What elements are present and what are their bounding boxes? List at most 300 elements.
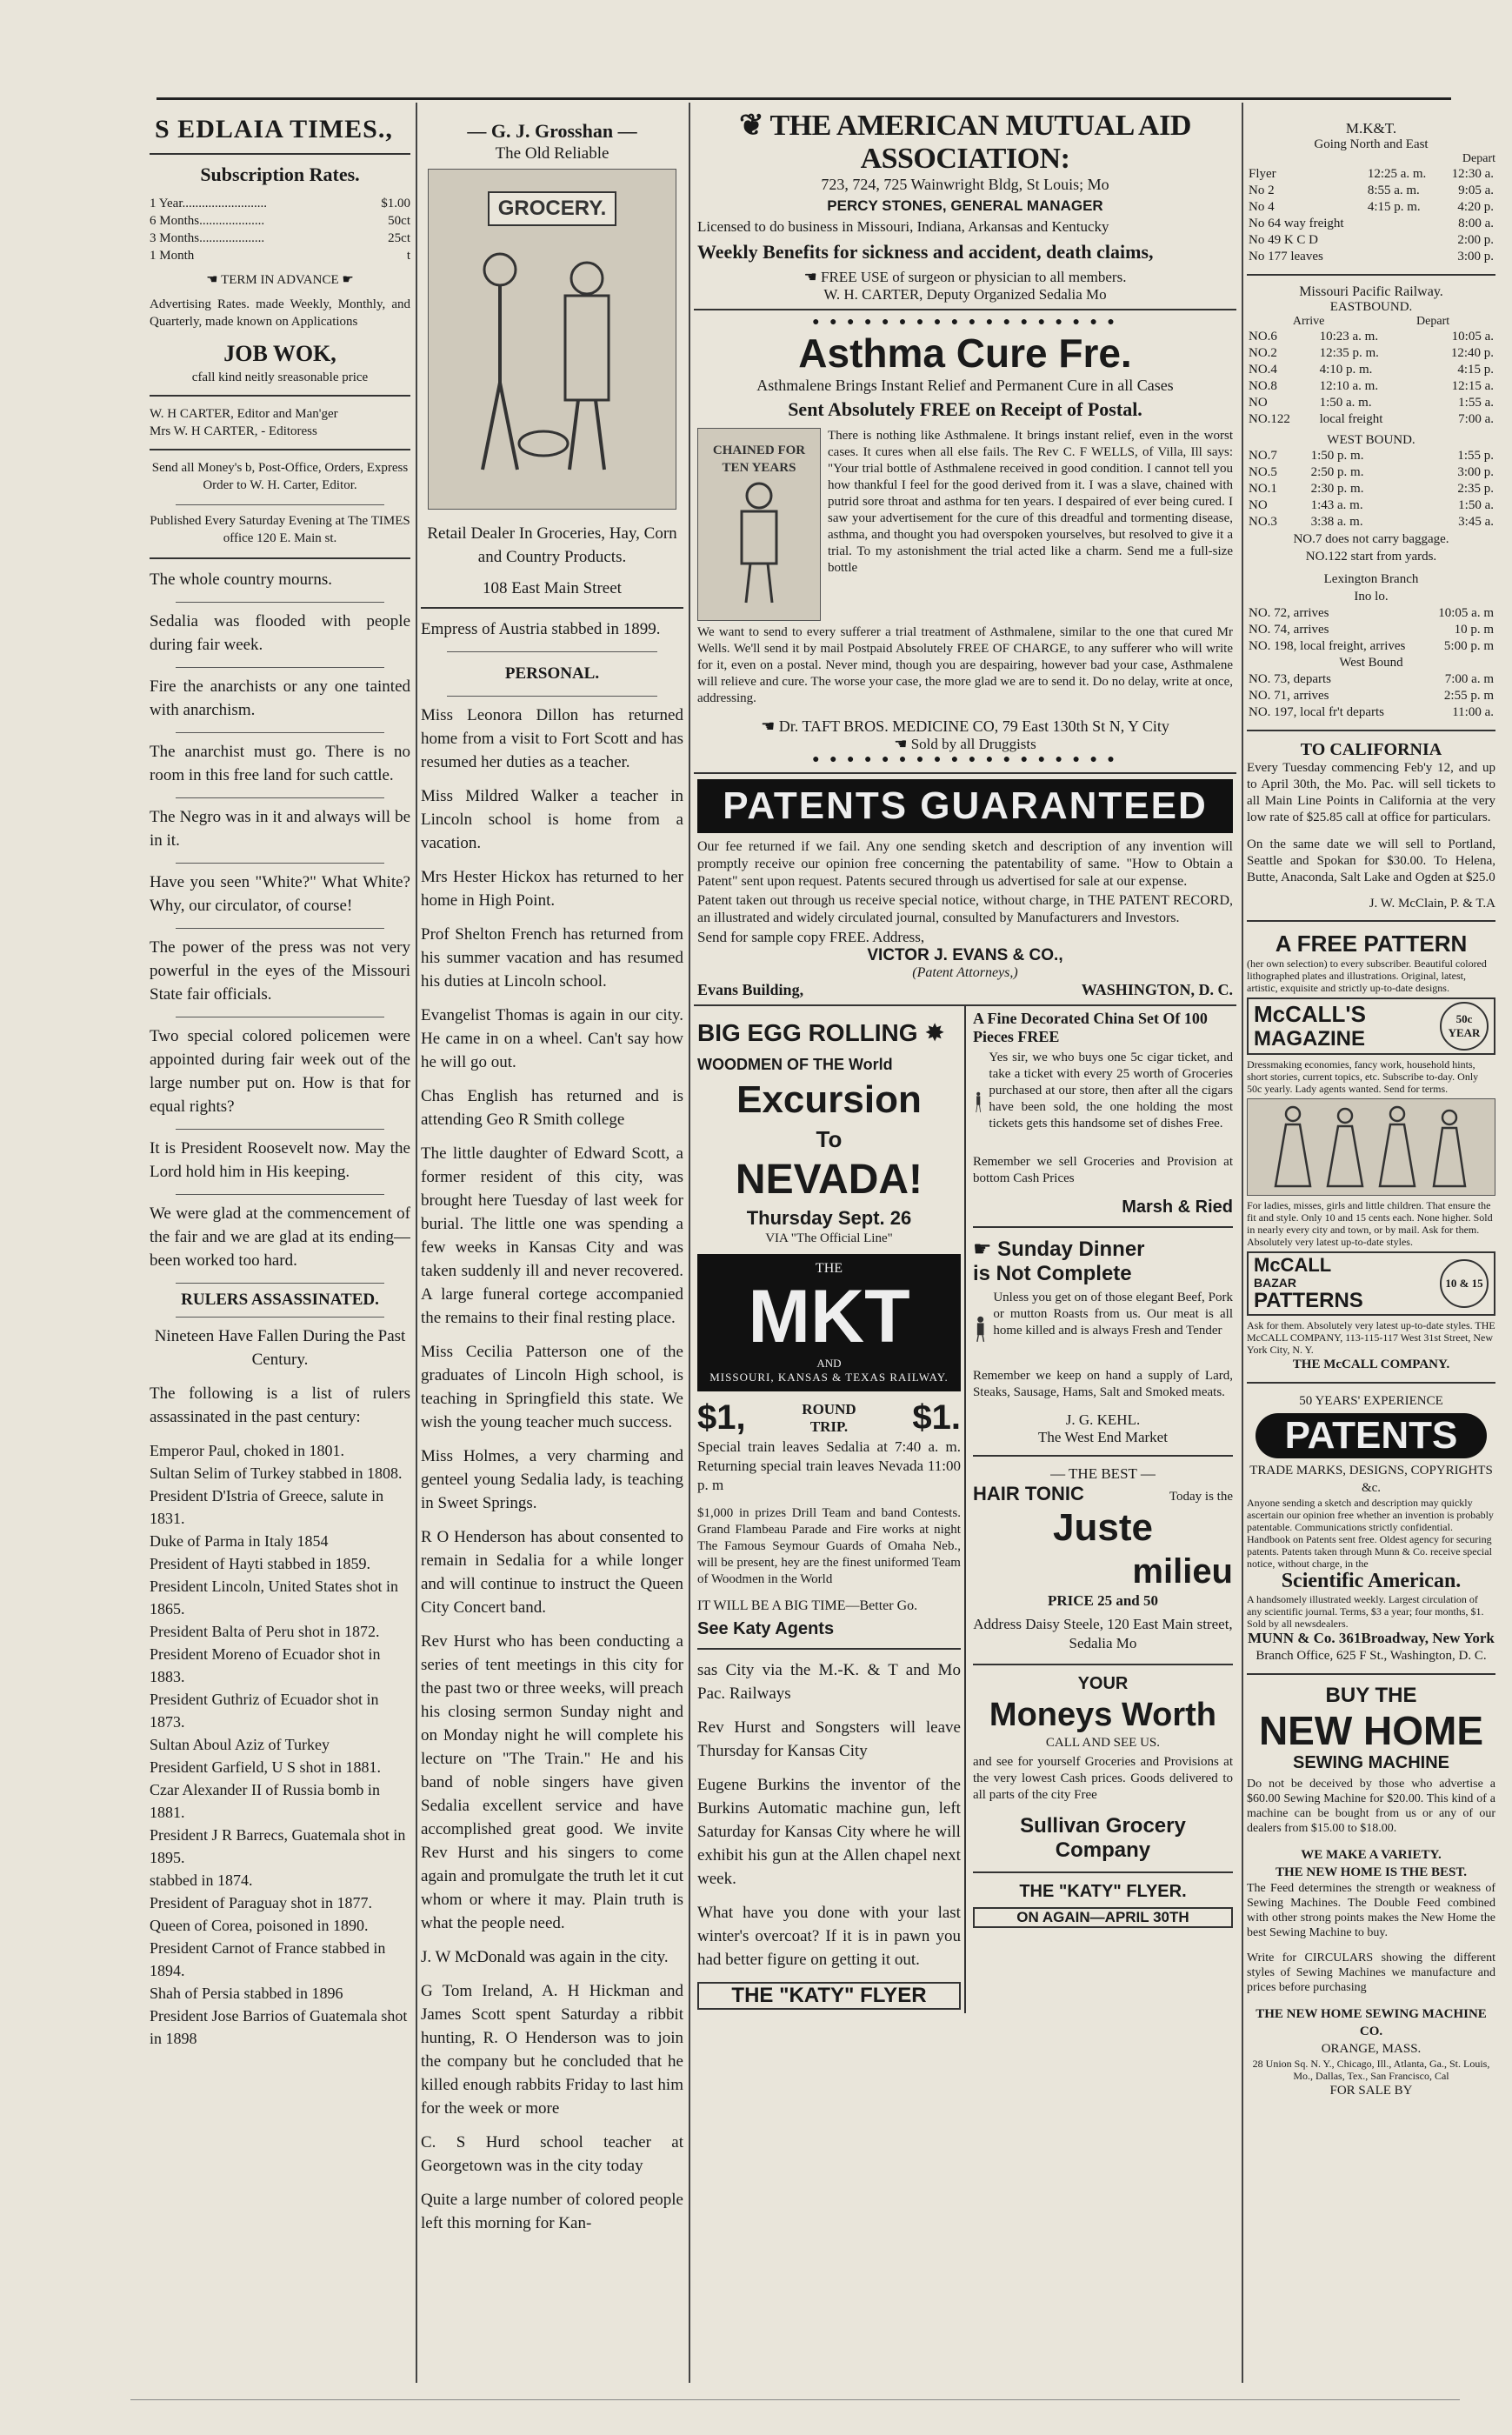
- train-name: NO: [1249, 396, 1268, 410]
- excursion-nevada: NEVADA!: [735, 1157, 923, 1203]
- train-depart: 1:50 a.: [1458, 498, 1494, 512]
- job-heading: JOB WOK,: [223, 341, 336, 366]
- personal-item: Prof Shelton French has returned from his summer vacation and has resumed his duties at Lincoln school.: [421, 925, 683, 991]
- train-depart: 1:55 p.: [1457, 449, 1494, 463]
- train-depart: 3:00 p.: [1457, 250, 1494, 264]
- new-home-logo: NEW HOME: [1258, 1708, 1484, 1753]
- grocer-address: 108 East Main Street: [483, 579, 622, 597]
- timetable-row: [1247, 216, 1495, 232]
- scientific-american: Scientific American.: [1281, 1570, 1462, 1592]
- personal-item: Miss Holmes, a very charming and genteel young Sedalia lady, is teaching in Sweet Springs.: [421, 1447, 683, 1512]
- ruler-item: President Guthriz of Ecuador shot in 1873.: [150, 1691, 379, 1731]
- train-depart: 3:45 a.: [1458, 515, 1494, 529]
- rate-term: 3 Months....................: [150, 231, 265, 245]
- column-5: [1247, 103, 1495, 2383]
- personal-item: R O Henderson has about consented to remain in Sedalia for a while longer and will continue to instruct the Queen City Concert band.: [421, 1528, 683, 1617]
- train-name: NO.5: [1249, 465, 1277, 479]
- train-name: NO. 73, departs: [1249, 672, 1331, 686]
- magazine-word: MAGAZINE: [1254, 1027, 1365, 1051]
- timetable-row: [1247, 464, 1495, 481]
- ruler-item: Sultan Selim of Turkey stabbed in 1808.: [150, 1464, 403, 1482]
- cities-list: 28 Union Sq. N. Y., Chicago, Ill., Atlanta, Ga., St. Louis, Mo., Dallas, Tex., San Francisco, Cal: [1252, 2058, 1490, 2082]
- ruler-item: President Jose Barrios of Guatemala shot in 1898: [150, 2007, 408, 2047]
- katy-flyer-left: THE "KATY" FLYER: [697, 1982, 961, 2010]
- train-name: NO: [1249, 498, 1268, 512]
- sunday-body2: Remember we keep on hand a supply of Lard, Steaks, Sausage, Hams, Salt and Smoked meats.: [972, 1369, 1233, 1399]
- aid-benefits: Weekly Benefits for sickness and accident, death claims,: [697, 241, 1154, 263]
- train-arrive: 3:38 a. m.: [1310, 515, 1363, 529]
- item-divider: [176, 732, 384, 733]
- sciam-small-2: A handsomely illustrated weekly. Largest circulation of any scientific journal. Terms, $3 a year; four months, $1. Sold by all newsdealers.: [1247, 1593, 1484, 1630]
- for-sale-by: FOR SALE BY: [1329, 2084, 1413, 2098]
- timetable-row: [1247, 411, 1495, 428]
- best-label: — THE BEST —: [1050, 1465, 1156, 1482]
- ruler-item: President Lincoln, United States shot in 1865.: [150, 1578, 398, 1618]
- new-home-company: THE NEW HOME SEWING MACHINE CO.: [1256, 2007, 1487, 2038]
- china-body: Yes sir, we who buys one 5c cigar ticket, and take a ticket with every 25 worth of Groceries purchased at our store, then after all the cigars have been sold, the one holding the most tickets gets this handsome set of dishes Free.: [989, 1051, 1233, 1131]
- train-depart: 12:30 a.: [1451, 167, 1494, 181]
- moneys-worth: Moneys Worth: [989, 1697, 1217, 1733]
- hair-price: PRICE 25 and 50: [1047, 1592, 1158, 1609]
- egg-heading: BIG EGG ROLLING ✸: [697, 1019, 945, 1046]
- lexington-heading: Lexington Branch: [1323, 572, 1419, 586]
- timetable-row: [1247, 622, 1495, 638]
- train-name: NO.122: [1249, 412, 1290, 426]
- timetable-row: [1247, 183, 1495, 199]
- train-arrive: 2:50 p. m.: [1310, 465, 1364, 479]
- timetable-row: [1247, 605, 1495, 622]
- sullivan-grocery: Sullivan Grocery Company: [1020, 1814, 1186, 1862]
- milieu-word: milieu: [1132, 1552, 1233, 1591]
- news-item: The whole country mourns.: [150, 570, 333, 589]
- magazine-small: Dressmaking economies, fancy work, household hints, short stories, current topics, etc. Subscribe to-day. Only 50c yearly. Lady agents wanted. Send for terms.: [1247, 1058, 1479, 1095]
- price-right: $1.: [912, 1398, 961, 1437]
- bazar-mccall: McCALL: [1254, 1254, 1332, 1276]
- item-divider: [176, 928, 384, 929]
- bazar-patterns-logo: [1247, 1251, 1495, 1316]
- train-depart: 12:40 p.: [1450, 346, 1494, 360]
- rate-term: 6 Months....................: [150, 214, 265, 228]
- excursion-ad: [694, 1006, 966, 2013]
- rate-price: 25ct: [388, 231, 410, 245]
- train-arrive: 1:43 a. m.: [1310, 498, 1363, 512]
- grocer-tagline: The Old Reliable: [495, 144, 609, 163]
- excursion-via: VIA "The Official Line": [765, 1231, 893, 1245]
- waiter-figure-icon: [973, 1050, 983, 1154]
- train-depart: 10:05 a.: [1451, 330, 1494, 344]
- rate-price: 50ct: [388, 214, 410, 228]
- mccalls-magazine-logo: [1247, 997, 1495, 1055]
- rulers-subheading: Nineteen Have Fallen During the Past Century.: [154, 1327, 406, 1369]
- train-name: NO.2: [1249, 346, 1277, 360]
- years-experience: 50 YEARS' EXPERIENCE: [1299, 1394, 1443, 1408]
- train-time: 11:00 a.: [1452, 705, 1494, 719]
- call-see: CALL AND SEE US.: [1045, 1736, 1161, 1750]
- timetable-row: [1247, 704, 1495, 721]
- news-item: The anarchist must go. There is no room in this free land for such cattle.: [150, 743, 410, 784]
- train-arrive: 4:15 p. m.: [1367, 200, 1421, 214]
- item-divider: [176, 667, 384, 668]
- asthma-subtitle: Asthmalene Brings Instant Relief and Permanent Cure in all Cases: [756, 377, 1174, 394]
- trade-marks: TRADE MARKS, DESIGNS, COPYRIGHTS &c.: [1249, 1464, 1493, 1495]
- train-depart: 4:20 p.: [1457, 200, 1494, 214]
- timetable-row: [1247, 448, 1495, 464]
- rate-price: $1.00: [381, 197, 410, 210]
- train-time: 7:00 a. m: [1444, 672, 1494, 686]
- personal-item: Miss Leonora Dillon has returned home from a visit to Fort Scott and has resumed her duties as a teacher.: [421, 706, 683, 771]
- shopkeeper-figures-icon: [448, 226, 656, 487]
- katy-agents: See Katy Agents: [697, 1619, 835, 1638]
- ruler-item: President Balta of Peru shot in 1872.: [150, 1623, 380, 1640]
- pattern-heading: A FREE PATTERN: [1275, 931, 1468, 957]
- no7-note: NO.7 does not carry baggage.: [1293, 532, 1449, 546]
- westbound-heading: WEST BOUND.: [1327, 433, 1415, 447]
- aid-free-use: ☚ FREE USE of surgeon or physician to all members.: [803, 269, 1127, 285]
- katy-continued: sas City via the M.-K. & T and Mo Pac. Railways: [697, 1661, 961, 1703]
- personal-item: Rev Hurst who has been conducting a series of tent meetings in this city for the past two or three weeks, will preach his closing sermon Sunday night and on Monday night he will complete his lecture on "The Train." He and his band of noble singers have given Sedalia excellent service and have accomplished great good. We invite Rev Hurst and his singers to come again and promulgate the truth let it cut whom or where it may. Plain truth is what the people need.: [421, 1632, 683, 1932]
- rate-term: 1 Year..........................: [150, 197, 268, 210]
- timetable-row: [1247, 671, 1495, 688]
- patents-body: Our fee returned if we fail. Any one sending sketch and description of any invention will promptly receive our opinion free concerning the patentability of same. "How to Obtain a Patent" sent upon request. Patents secured through us advertised for sale at our expense.: [697, 839, 1233, 889]
- timetable-row: [1247, 249, 1495, 265]
- news-item: Sedalia was flooded with people during fair week.: [150, 612, 410, 654]
- timetable-row: [1247, 514, 1495, 530]
- train-arrive: 2:30 p. m.: [1310, 482, 1364, 496]
- news-item: We were glad at the commencement of the fair and we are glad at its ending—been worked too hard.: [150, 1204, 410, 1270]
- mkt-depart-label: Depart: [1462, 152, 1495, 165]
- train-name: NO. 71, arrives: [1249, 689, 1329, 703]
- westbound-table: [1247, 448, 1495, 530]
- rate-row: [150, 212, 410, 230]
- china-remember: Remember we sell Groceries and Provision at bottom Cash Prices: [972, 1155, 1233, 1185]
- overcoat-item: What have you done with your last winter's overcoat? If it is in pawn you had better figure on getting it out.: [697, 1904, 961, 1969]
- news-item: Fire the anarchists or any one tainted with anarchism.: [150, 677, 410, 719]
- steele-address: Address Daisy Steele, 120 East Main street, Sedalia Mo: [973, 1616, 1233, 1651]
- train-arrive: [1366, 216, 1441, 232]
- depart-label: Depart: [1416, 315, 1450, 328]
- magazine-price-badge: 50c YEAR: [1440, 1002, 1489, 1051]
- timetable-row: [1247, 497, 1495, 514]
- train-name: NO.6: [1249, 330, 1277, 344]
- train-arrive: 1:50 a. m.: [1319, 396, 1372, 410]
- train-arrive: 4:10 p. m.: [1319, 363, 1373, 377]
- bazar-price-badge: 10 & 15: [1440, 1259, 1489, 1308]
- aid-address: 723, 724, 725 Wainwright Bldg, St Louis; Mo: [821, 176, 1109, 193]
- aid-title: ❦ THE AMERICAN MUTUAL AID ASSOCIATION:: [739, 110, 1191, 175]
- ruler-item: Shah of Persia stabbed in 1896: [150, 1985, 343, 2002]
- news-item: The Negro was in it and always will be in it.: [150, 808, 410, 850]
- train-depart: 2:35 p.: [1457, 482, 1494, 496]
- patents-body2: Patent taken out through us receive special notice, without charge, in THE PATENT RECORD, an illustrated and widely circulated journal, consulted by Manufacturers and Investors.: [697, 893, 1233, 925]
- asthma-title: Asthma Cure Fre.: [798, 330, 1132, 376]
- chained-man-illustration: [697, 428, 821, 621]
- butcher-figure-icon: [973, 1290, 988, 1368]
- train-depart: 9:05 a.: [1458, 183, 1494, 197]
- personal-item: Chas English has returned and is attending Geo R Smith college: [421, 1087, 683, 1129]
- train-arrive: 1:50 p. m.: [1310, 449, 1364, 463]
- timetable-row: [1247, 329, 1495, 345]
- item-divider: [176, 1194, 384, 1195]
- train-arrive: 12:35 p. m.: [1319, 346, 1379, 360]
- california-heading: TO CALIFORNIA: [1300, 740, 1442, 759]
- patents-building: Evans Building,: [697, 981, 804, 998]
- eastbound-table: [1247, 329, 1495, 428]
- sunday-heading-2: is Not Complete: [972, 1262, 1132, 1285]
- ruler-item: Queen of Corea, poisoned in 1890.: [150, 1917, 369, 1934]
- we-make-variety: WE MAKE A VARIETY.: [1301, 1848, 1442, 1862]
- personal-item: Miss Mildred Walker a teacher in Lincoln school is home from a vacation.: [421, 787, 683, 852]
- california-signature: J. W. McClain, P. & T.A: [1369, 897, 1495, 911]
- train-arrive: 8:55 a. m.: [1367, 183, 1420, 197]
- news-item: Two special colored policemen were appointed during fair week out of the large number put on. How is that for equal rights?: [150, 1027, 410, 1116]
- california-body: Every Tuesday commencing Feb'y 12, and up to April 30th, the Mo. Pac. will sell tickets to all Main Line Points in California at the very low rate of $25.85 call at office for particulars.: [1247, 761, 1495, 824]
- grocer-description: Retail Dealer In Groceries, Hay, Corn and Country Products.: [427, 524, 677, 566]
- mkt-logo-railway: MISSOURI, KANSAS & TEXAS RAILWAY.: [709, 1371, 949, 1384]
- personal-item: Quite a large number of colored people left this morning for Kan-: [421, 2191, 683, 2232]
- grocer-name: — G. J. Grosshan —: [467, 120, 637, 142]
- train-name: Flyer: [1249, 167, 1276, 181]
- grocery-body: and see for yourself Groceries and Provisions at the very lowest Cash prices. Goods delivered to all parts of the city Free: [972, 1755, 1233, 1802]
- rulers-list: [150, 1439, 410, 2050]
- subscription-heading: Subscription Rates.: [200, 163, 360, 185]
- prizes: $1,000 in prizes Drill Team and band Contests. Grand Flambeau Parade and Fire works at night The Famous Seymour Guards of Omaha Neb., will be present, hey are the finest uniformed Team of Woodmen in the World: [697, 1506, 961, 1586]
- timetable-row: [1247, 395, 1495, 411]
- rulers-heading: RULERS ASSASSINATED.: [181, 1291, 379, 1309]
- ruler-item: Duke of Parma in Italy 1854: [150, 1532, 329, 1550]
- woodmen-line: WOODMEN OF THE World: [697, 1056, 893, 1073]
- ladies-small: For ladies, misses, girls and little children. That ensure the fit and style. Only 10 and 15 cents each. None higher. Sold in nearly every city and town, or by mail. Ask for them. Absolutely very latest up-to-date styles.: [1247, 1199, 1493, 1248]
- excursion-title: Excursion: [736, 1078, 922, 1121]
- editor-line: W. H CARTER, Editor and Man'ger: [150, 407, 338, 421]
- timetable-row: [1247, 378, 1495, 395]
- timetable-row: [1247, 345, 1495, 362]
- ruler-item: Emperor Paul, choked in 1801.: [150, 1442, 344, 1459]
- on-again: ON AGAIN—APRIL 30TH: [973, 1907, 1233, 1928]
- personal-items: [421, 704, 683, 2235]
- burkins-item: Eugene Burkins the inventor of the Burkins Automatic machine gun, left Saturday for Kansas City where he will exhibit his gun at the Allen chapel next week.: [697, 1776, 961, 1888]
- train-depart: 4:15 p.: [1457, 363, 1494, 377]
- train-name: NO.8: [1249, 379, 1277, 393]
- california-body2: On the same date we will sell to Portland, Seattle and Spokan for $30.00. To Helena, Butte, Anaconda, Salt Lake and Ogden at $25.0: [1247, 837, 1495, 884]
- train-time: 2:55 p. m: [1443, 689, 1494, 703]
- empress-item: Empress of Austria stabbed in 1899.: [421, 620, 661, 638]
- train-name: No 4: [1249, 200, 1275, 214]
- juste-word: Juste: [1053, 1506, 1153, 1549]
- item-divider: [176, 797, 384, 798]
- column-1: [150, 103, 410, 2383]
- ruler-item: President Garfield, U S shot in 1881.: [150, 1758, 381, 1776]
- term-advance: ☚ TERM IN ADVANCE ☛: [206, 273, 354, 287]
- mkt-going: Going North and East: [1314, 137, 1429, 151]
- rates-list: [150, 195, 410, 264]
- china-heading: A Fine Decorated China Set Of 100 Pieces FREE: [972, 1010, 1208, 1045]
- timetable-row: [1247, 481, 1495, 497]
- job-text: cfall kind neitly sreasonable price: [191, 370, 369, 384]
- sunday-body: Unless you get on of those elegant Beef, Pork or mutton Roasts from us. Our meat is all home killed and is always Fresh and Tender: [993, 1291, 1233, 1338]
- rate-price: t: [406, 249, 410, 263]
- patents-sample: Send for sample copy FREE. Address,: [697, 929, 925, 945]
- west-bound-label: West Bound: [1339, 656, 1403, 670]
- timetable-row: [1247, 362, 1495, 378]
- train-name: NO. 74, arrives: [1249, 623, 1329, 637]
- timetable-row: [1247, 638, 1495, 655]
- item-divider: [176, 1129, 384, 1130]
- bazar-word: BAZAR: [1254, 1276, 1296, 1290]
- news-items: [150, 568, 410, 1284]
- train-arrive: local freight: [1319, 412, 1383, 426]
- round-trip: ROUND TRIP.: [802, 1400, 856, 1435]
- editoress-line: Mrs W. H CARTER, - Editoress: [150, 424, 317, 438]
- circulars-text: Write for CIRCULARS showing the different styles of Sewing Machines we manufacture and prices before purchasing: [1247, 1951, 1495, 1994]
- mccalls-word: McCALL'S: [1254, 1001, 1366, 1027]
- patents-attorneys: (Patent Attorneys,): [912, 965, 1018, 980]
- patents-big-logo: PATENTS: [1256, 1413, 1487, 1458]
- news-item: Have you seen "White?" What White? Why, our circulator, of course!: [150, 873, 410, 915]
- personal-item: Evangelist Thomas is again in our city. He came in on a wheel. Can't say how he will go out.: [421, 1006, 683, 1071]
- lexington-table: [1247, 605, 1495, 721]
- timetable-row: [1247, 232, 1495, 249]
- patterns-word: PATTERNS: [1254, 1289, 1363, 1312]
- special-train: Special train leaves Sedalia at 7:40 a. m. Returning special train leaves Nevada 11:00 p. m: [697, 1438, 961, 1493]
- column-rule: [689, 103, 690, 2383]
- published-note: Published Every Saturday Evening at The TIMES office 120 E. Main st.: [150, 514, 410, 545]
- train-arrive: 12:25 a. m.: [1367, 167, 1427, 181]
- orange-mass: ORANGE, MASS.: [1321, 2042, 1422, 2056]
- rate-row: [150, 247, 410, 264]
- mopac-heading: Missouri Pacific Railway.: [1299, 284, 1443, 299]
- today-is: Today is the: [1169, 1490, 1233, 1504]
- train-name: NO. 72, arrives: [1249, 606, 1329, 620]
- send-money: Send all Money's b, Post-Office, Orders, Express Order to W. H. Carter, Editor.: [151, 461, 409, 492]
- train-time: 10:05 a. m: [1438, 606, 1494, 620]
- asthma-sold: ☚ Sold by all Druggists: [894, 736, 1036, 752]
- mkt-table: [1247, 166, 1495, 265]
- train-name: No 64 way freight: [1249, 217, 1344, 230]
- ruler-item: President D'Istria of Greece, salute in 1831.: [150, 1487, 384, 1527]
- rulers-intro: The following is a list of rulers assassinated in the past century:: [150, 1384, 410, 1426]
- mkt-heading: M.K&T.: [1345, 120, 1397, 137]
- train-depart: 7:00 a.: [1458, 412, 1494, 426]
- excursion-to: To: [816, 1126, 843, 1152]
- rate-row: [150, 230, 410, 247]
- ladies-figures-icon: [1267, 1104, 1475, 1191]
- your-label: YOUR: [1077, 1674, 1129, 1693]
- excursion-date: Thursday Sept. 26: [746, 1207, 912, 1229]
- train-name: NO. 197, local fr't departs: [1249, 705, 1384, 719]
- train-arrive: [1366, 249, 1441, 265]
- news-item: The power of the press was not very powerful in the eyes of the Missouri State fair officials.: [150, 938, 410, 1004]
- sewing-body: Do not be deceived by those who advertise a $60.00 Sewing Machine for $20.00. This kind of a machine can be bought from us or any of our dealers from $15.00 to $18.00.: [1247, 1778, 1495, 1835]
- train-name: NO. 198, local freight, arrives: [1249, 639, 1406, 653]
- patents-title: PATENTS GUARANTEED: [697, 779, 1233, 833]
- fashion-figures-illustration: [1247, 1098, 1495, 1196]
- ruler-item: President Moreno of Ecuador shot in 1883.: [150, 1645, 381, 1685]
- pattern-small: (her own selection) to every subscriber. Beautiful colored lithographed plates and illustrations. Original, latest, artistic, exquisite and strictly up-to-date designs.: [1247, 957, 1487, 994]
- chained-figure-icon: [720, 477, 798, 607]
- big-time: IT WILL BE A BIG TIME—Better Go.: [697, 1598, 918, 1613]
- column-rule: [1242, 103, 1243, 2383]
- eastbound-heading: EASTBOUND.: [1329, 300, 1413, 314]
- train-arrive: 10:23 a. m.: [1319, 330, 1379, 344]
- hurst-item: Rev Hurst and Songsters will leave Thursday for Kansas City: [697, 1718, 961, 1760]
- ruler-item: Czar Alexander II of Russia bomb in 1881.: [150, 1781, 380, 1821]
- hair-tonic: HAIR TONIC: [972, 1483, 1084, 1504]
- rate-term: 1 Month: [150, 249, 195, 263]
- feed-text: The Feed determines the strength or weakness of Sewing Machines. The Double Feed combined with other strong points makes the New Home the best Sewing Machine to buy.: [1247, 1882, 1495, 1939]
- west-end-market: The West End Market: [1038, 1429, 1168, 1445]
- train-name: NO.3: [1249, 515, 1277, 529]
- column-2: [421, 103, 683, 2383]
- ruler-item: Sultan Aboul Aziz of Turkey: [150, 1736, 330, 1753]
- ruler-item: President J R Barrecs, Guatemala shot in 1895.: [150, 1826, 406, 1866]
- train-depart: 12:15 a.: [1451, 379, 1494, 393]
- train-name: NO.7: [1249, 449, 1277, 463]
- new-home-best: THE NEW HOME IS THE BEST.: [1275, 1865, 1468, 1879]
- item-divider: [176, 602, 384, 603]
- train-name: No 2: [1249, 183, 1275, 197]
- train-depart: 8:00 a.: [1458, 217, 1494, 230]
- personal-item: G Tom Ireland, A. H Hickman and James Scott spent Saturday a ribbit hunting, R. O Henderson was to join the company but he concluded that he killed enough rabbits Friday to last him for the week or more: [421, 1982, 683, 2118]
- munn-co: MUNN & Co. 361Broadway, New York: [1248, 1630, 1495, 1646]
- train-depart: 3:00 p.: [1457, 465, 1494, 479]
- asthma-body2: We want to send to every sufferer a trial treatment of Asthmalene, similar to the one that cured Mr Wells. We'll send it by mail Postpaid Absolutely FREE OF CHARGE, to any sufferer who will write for it, even on a postal. Never mind, though you are despairing, however bad your case, Asthmalene will relieve and cure. The worse your case, the more glad we are to send it. Do no delay, write at once, addressing.: [697, 625, 1233, 705]
- mccall-company: THE McCALL COMPANY.: [1292, 1358, 1450, 1371]
- chained-caption: CHAINED FOR TEN YEARS: [712, 444, 806, 475]
- ruler-item: President of Paraguay shot in 1877.: [150, 1894, 372, 1911]
- train-time: 10 p. m: [1454, 623, 1494, 637]
- column-3: ❦ THE AMERICAN MUTUAL AID ASSOCIATION: 723, 724, 725 Wainwright Bldg, St Louis; Mo PERCY STONES, GENERAL MANAGER Licensed to do business in Missouri, Indiana, Arkansas and Kentucky Weekly Benefits for sickness and accident, death claims, ☚ FREE USE of surgeon or physician to all members. W. H. CARTER, Deputy Organized Sedalia Mo ● ● ● ● ● ● ● ● ● ● ● ● ● ● ● ● ● ● Asthma Cure Fre. Asthmalene Brings Instant Relief and Permanent Cure in all Cases Sent Absolutely FREE on Receipt of Postal. CHAINED FOR TEN YEARS There is nothing like Asthmalene. It brings instant relief, even in the worst cases. It cures when all else fails. The Rev C. F WELLS, of Villa, Ill says: "Your trial bottle of Asthmalene received in good condition. I cannot tell you how thankful I feel for the good derived from it. I was a slave, chained with putrid sore throat and asthma for ten years. I despaired of ever being cured. I saw your advertisement for the cure of this dreadful and tormenting disease, asthma, and thought you had overspoken yourselves, but resolved to give it a trial. To my astonishment the trial acted like a charm. Send me a full-size bottle We want to send to every sufferer a trial treatment of Asthmalene, similar to the one that cured Mr Wells. We'll send it by mail Postpaid Absolutely FREE OF CHARGE, to any sufferer who will write for it, even on a postal. Never mind, though you are despairing, however bad your case, Asthmalene will relieve and cure. The worse your case, the more glad we are to send it. Do no delay, write at once, addressing. ☚ Dr. TAFT BROS. MEDICINE CO, 79 East 130th St N, Y City ☚ Sold by all Druggists ● ● ● ● ● ● ● ● ● ● ● ● ● ● ● ● ● ● PATENTS GUARANTEED Our fee returned if we fail. Any one sending sketch and description of any invention will promptly receive our opinion free concerning the patentability of same. "How to Obtain a Patent" sent upon request. Patents secured through us advertised for sale at our expense. Patent taken out through us receive special notice, without charge, in THE PATENT RECORD, an illustrated and widely circulated journal, consulted by Manufacturers and Investors. Send for sample copy FREE. Address, VICTOR J. EVANS & CO., (Patent Attorneys,) Evans Building, WASHINGTON, D. C. BIG EGG ROLLING ✸ WOODMEN OF THE World Excursion To NEVADA! Thursday Sept. 26 VIA "The Official Line" THE MKT AND MISSOURI, KANSAS & TEXAS RAILWAY. $1, ROUND TRIP. $1. Special train leaves Sedalia at 7:40 a. m. Returning special train leaves Nevada 11:00 p. m $1,000 in prizes Drill Team and band Contests. Grand Flambeau Parade and Fire works at night The Famous Seymour Guards of Omaha Neb., will be present, hey are the finest uniformed Team of Woodmen in the World IT WILL BE A BIG TIME—Better Go. See Katy Agents sas City via the M.-K. & T and Mo Pac. Railways Rev Hurst and Songsters will leave Thursday for Kansas City Eugene Burkins the inventor of the Burkins Automatic machine gun, left Saturday for Kansas City where he will exhibit his gun at the Allen chapel next week. What have you done with your last winter's overcoat? If it is in pawn you had better figure on getting it out. THE "KATY" FLYER A Fine Decorated China Set Of 100 Pieces FREE Yes sir, we who buys one 5c cigar ticket, and take a ticket with every 25 worth of Groceries purchased at our store, then after all the cigars have been sold, the one holding the most tickets gets this handsome set of dishes Free. Remember we sell Groceries and Provision at bottom Cash Prices Marsh & Ried ☛ Sunday Dinner is Not Complete Unless you get on of those elegant Beef, Pork or mutton Roasts from us. Our meat is all home killed and is always Fresh and Tender Remember we keep on hand a supply of Lard, Steaks, Sausage, Hams, Salt and Smoked meats. J. G. KEHL. The West End Market — THE BEST — HAIR TONIC Today is the Juste milieu PRICE 25 and 50 Address Daisy Steele, 120 East Main street, Sedalia Mo YOUR Moneys Worth CALL AND SEE US. and see for yourself Groceries and Provisions at the very lowest Cash prices. Goods delivered to all parts of the city Free Sullivan Grocery Company THE "KATY" FLYER. ON AGAIN—APRIL 30TH: [694, 103, 1236, 2383]
- asthma-body: There is nothing like Asthmalene. It brings instant relief, even in the worst cases. It cures when all else fails. The Rev C. F WELLS, of Villa, Ill says: "Your trial bottle of Asthmalene received in good condition. I cannot tell you how thankful I feel for the good derived from it. I was a slave, chained with putrid sore throat and asthma for ten years. I despaired of ever being cured. I saw your advertisement for the cure of this dreadful and tormenting disease, asthma, and thought you had overspoken yourselves, but resolved to give it a trial. To my astonishment the trial acted like a charm. Send me a full-size bottle: [828, 429, 1233, 575]
- personal-item: Miss Cecilia Patterson one of the graduates of Lincoln High school, is teaching in Springfield this state. We wish the young teacher much success.: [421, 1343, 683, 1431]
- asthma-free: Sent Absolutely FREE on Receipt of Postal.: [788, 398, 1142, 420]
- mkt-logo-and: AND: [816, 1357, 842, 1370]
- patents-city: WASHINGTON, D. C.: [1081, 981, 1233, 998]
- masthead-title: S EDLAIA TIMES.,: [155, 115, 393, 143]
- grocery-sign: GROCERY.: [488, 191, 616, 226]
- advertising-rates: Advertising Rates. made Weekly, Monthly, and Quarterly, made known on Applications: [150, 297, 410, 329]
- personal-item: J. W McDonald was again in the city.: [421, 1948, 669, 1966]
- grocery-illustration: [428, 169, 676, 510]
- china-firm: Marsh & Ried: [1122, 1197, 1233, 1217]
- asthma-address: ☚ Dr. TAFT BROS. MEDICINE CO, 79 East 130th St N, Y City: [761, 717, 1169, 735]
- train-name: NO.4: [1249, 363, 1277, 377]
- aid-manager: PERCY STONES, GENERAL MANAGER: [827, 197, 1103, 214]
- personal-item: Mrs Hester Hickox has returned to her home in High Point.: [421, 868, 683, 910]
- buy-the: BUY THE: [1325, 1684, 1417, 1707]
- train-arrive: 12:10 a. m.: [1319, 379, 1379, 393]
- ruler-item: President of Hayti stabbed in 1859.: [150, 1555, 370, 1572]
- top-rule: [157, 97, 1451, 100]
- train-depart: 1:55 a.: [1458, 396, 1494, 410]
- timetable-row: [1247, 166, 1495, 183]
- item-divider: [176, 1283, 384, 1284]
- no122-note: NO.122 start from yards.: [1305, 550, 1437, 564]
- ads-subcolumn: [966, 1006, 1236, 2013]
- price-left: $1,: [697, 1398, 746, 1437]
- personal-item: The little daughter of Edward Scott, a former resident of this city, was brought here Tuesday of last week for burial. The little one was spending a few weeks in Kansas City and was taken suddenly ill and never recovered. A large funeral cortege accompanied the remains to their final resting place.: [421, 1144, 683, 1327]
- column-rule: [416, 103, 417, 2383]
- aid-deputy: W. H. CARTER, Deputy Organized Sedalia Mo: [823, 286, 1107, 303]
- rate-row: [150, 195, 410, 212]
- sciam-small: Anyone sending a sketch and description may quickly ascertain our opinion free whether an invention is probably patentable. Communications strictly confidential. Handbook on Patents sent free. Oldest agency for securing patents. Patents taken through Munn & Co. receive special notice, without charge, in the: [1247, 1497, 1494, 1570]
- arrive-label: Arrive: [1292, 315, 1325, 328]
- personal-heading: PERSONAL.: [504, 664, 600, 683]
- sewing-machine: SEWING MACHINE: [1293, 1753, 1449, 1772]
- item-divider: [176, 863, 384, 864]
- train-name: No 49 K C D: [1249, 233, 1319, 247]
- ruler-item: President Carnot of France stabbed in 1894.: [150, 1939, 386, 1979]
- munn-branch: Branch Office, 625 F St., Washington, D. C.: [1256, 1649, 1487, 1663]
